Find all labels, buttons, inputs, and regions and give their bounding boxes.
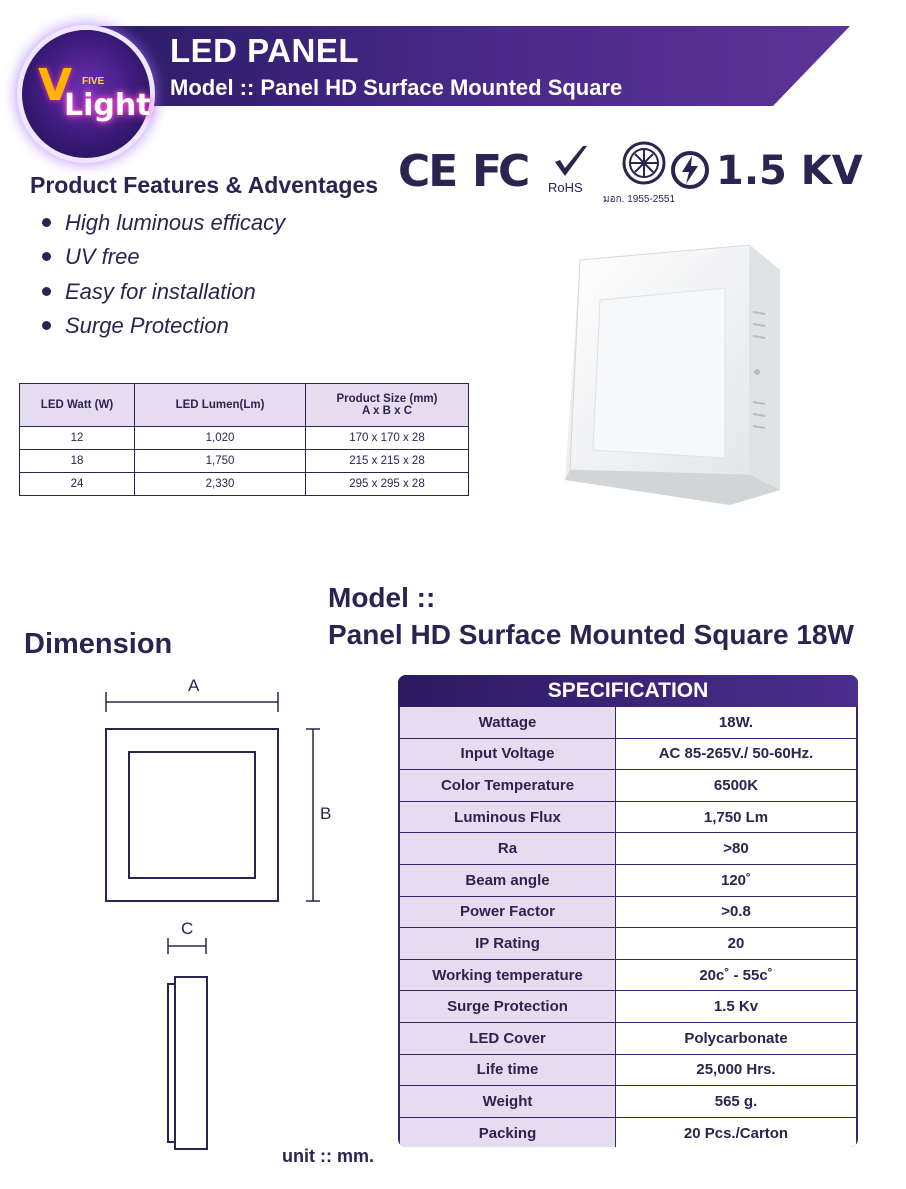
header-model: Model :: Panel HD Surface Mounted Square	[170, 75, 623, 100]
unit-note: unit :: mm.	[282, 1146, 374, 1166]
dimension-b-label: B	[320, 804, 332, 823]
spec-row: Ra >80	[400, 833, 856, 865]
tis-standard-icon	[621, 140, 667, 186]
size-header: Product Size (mm) A x B x C	[306, 384, 469, 427]
table-row: 12 1,020 170 x 170 x 28	[20, 427, 469, 450]
rohs-check-icon	[551, 142, 591, 182]
dimension-a-label: A	[188, 676, 200, 695]
rohs-mark: RoHS	[548, 180, 583, 195]
feature-item: Easy for installation	[42, 279, 256, 305]
specification-table	[398, 675, 858, 1147]
logo-text: Light	[64, 88, 151, 123]
spec-row: LED Cover Polycarbonate	[400, 1023, 856, 1055]
spec-row: Beam angle 120˚	[400, 865, 856, 897]
spec-row: Working temperature 20c˚ - 55c˚	[400, 960, 856, 992]
watt-table	[19, 383, 469, 496]
ce-mark: CE	[398, 146, 457, 197]
spec-row: Life time 25,000 Hrs.	[400, 1055, 856, 1087]
dimension-drawing	[95, 672, 345, 1157]
spec-row: IP Rating 20	[400, 928, 856, 960]
model-name: Panel HD Surface Mounted Square 18W	[328, 619, 854, 650]
surge-lightning-icon	[670, 150, 710, 190]
dimension-title: Dimension	[24, 628, 173, 660]
table-row: 24 2,330 295 x 295 x 28	[20, 473, 469, 496]
spec-row: Color Temperature 6500K	[400, 770, 856, 802]
product-image	[555, 240, 805, 510]
brand-logo	[22, 30, 150, 158]
spec-row: Luminous Flux 1,750 Lm	[400, 802, 856, 834]
spec-row: Wattage 18W.	[400, 707, 856, 739]
feature-item: High luminous efficacy	[42, 210, 285, 236]
dimension-c-label: C	[181, 919, 194, 938]
specification-title: SPECIFICATION	[398, 675, 858, 707]
spec-row: Packing 20 Pcs./Carton	[400, 1118, 856, 1147]
model-label: Model ::	[328, 582, 436, 613]
logo-letter: V	[38, 60, 73, 111]
spec-row: Power Factor >0.8	[400, 897, 856, 929]
spec-row: Weight 565 g.	[400, 1086, 856, 1118]
tis-mark: มอก. 1955-2551	[603, 194, 676, 205]
features-title: Product Features & Adventages	[30, 172, 379, 198]
feature-item: UV free	[42, 244, 140, 270]
logo-top-text: FIVE	[82, 76, 105, 87]
page-title: LED PANEL	[170, 32, 360, 69]
fcc-mark: FC	[472, 146, 527, 197]
lumen-header: LED Lumen(Lm)	[135, 384, 306, 427]
table-row: 18 1,750 215 x 215 x 28	[20, 450, 469, 473]
watt-header: LED Watt (W)	[20, 384, 135, 427]
surge-rating: 1.5 KV	[716, 148, 863, 194]
feature-item: Surge Protection	[42, 313, 229, 339]
spec-row: Surge Protection 1.5 Kv	[400, 991, 856, 1023]
spec-row: Input Voltage AC 85-265V./ 50-60Hz.	[400, 739, 856, 771]
